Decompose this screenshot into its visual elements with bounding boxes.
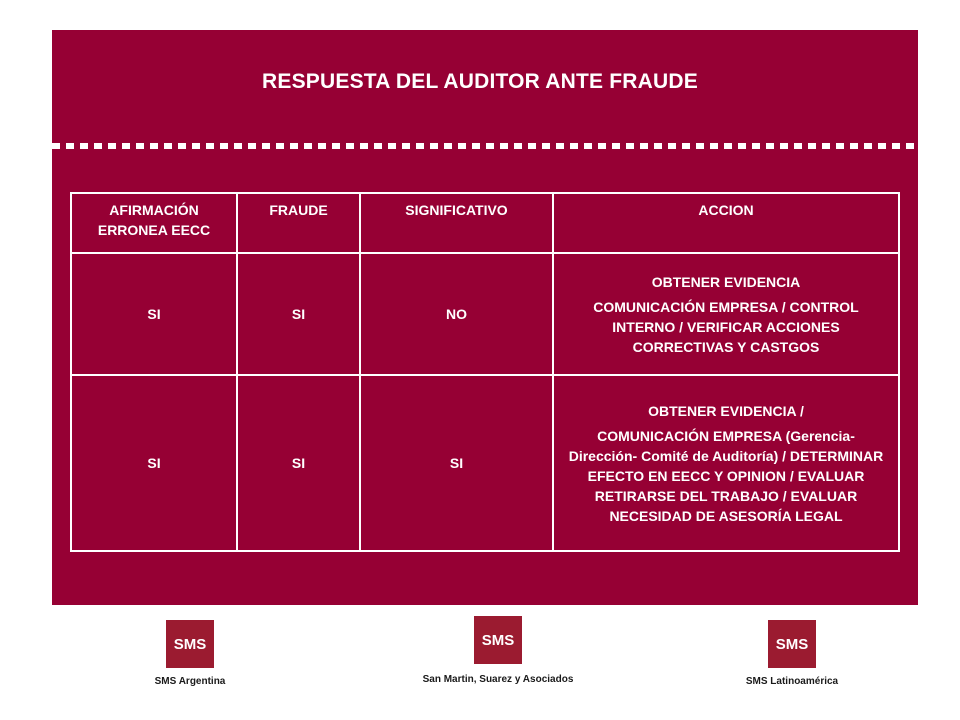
cell-significativo: SI xyxy=(360,375,553,551)
footer-logos xyxy=(0,612,960,712)
slide-title: RESPUESTA DEL AUDITOR ANTE FRAUDE xyxy=(262,70,698,93)
logo-sms-argentina xyxy=(100,612,280,687)
accion-line: COMUNICACIÓN EMPRESA / CONTROL INTERNO / VERIFICAR ACCIONES CORRECTIVAS Y CASTGOS xyxy=(593,298,859,355)
logo-caption: SMS Latinoamérica xyxy=(745,676,839,687)
header-significativo: SIGNIFICATIVO xyxy=(360,193,553,253)
header-accion: ACCION xyxy=(553,193,899,253)
sms-logo-mark: SMS xyxy=(166,620,214,668)
logo-caption: San Martin, Suarez y Asociados xyxy=(422,674,574,685)
logo-san-martin-suarez xyxy=(408,612,588,685)
table-row xyxy=(71,253,899,375)
sms-logo-mark: SMS xyxy=(768,620,816,668)
cell-significativo: NO xyxy=(360,253,553,375)
header-fraude: FRAUDE xyxy=(237,193,360,253)
cell-fraude: SI xyxy=(237,375,360,551)
accion-line: OBTENER EVIDENCIA xyxy=(651,273,801,290)
dotted-divider xyxy=(52,143,918,149)
cell-afirmacion: SI xyxy=(71,253,237,375)
table-header-row xyxy=(71,193,899,253)
accion-line: COMUNICACIÓN EMPRESA (Gerencia- Dirección- Comité de Auditoría) / DETERMINAR EFECTO EN EECC Y OPINION / EVALUAR RETIRARSE DEL TRABAJO / EVALUAR NECESIDAD DE ASESORÍA LEGAL xyxy=(568,427,884,524)
cell-accion xyxy=(553,253,899,375)
cell-accion xyxy=(553,375,899,551)
fraud-response-table xyxy=(70,192,900,552)
table-row xyxy=(71,375,899,551)
logo-sms-latinoamerica xyxy=(702,612,882,687)
sms-logo-mark: SMS xyxy=(474,616,522,664)
accion-line: OBTENER EVIDENCIA / xyxy=(648,402,804,419)
logo-caption: SMS Argentina xyxy=(154,676,226,687)
header-afirmacion: AFIRMACIÓN ERRONEA EECC xyxy=(71,193,237,253)
cell-afirmacion: SI xyxy=(71,375,237,551)
cell-fraude: SI xyxy=(237,253,360,375)
